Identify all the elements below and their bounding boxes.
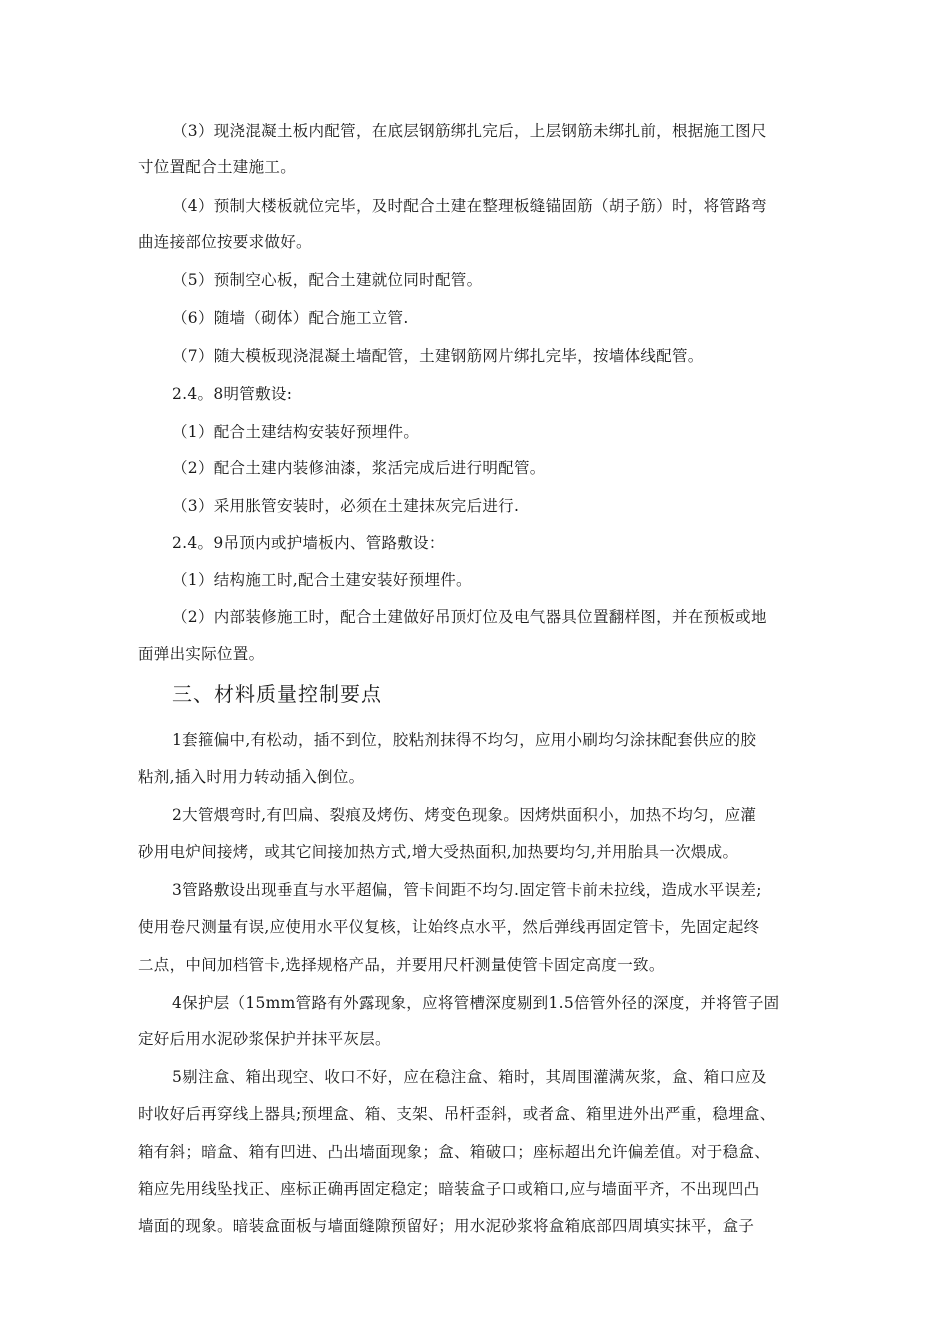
text-line: 曲连接部位按要求做好。 (138, 233, 312, 251)
text-line: （7）随大模板现浇混凝土墙配管，土建钢筋网片绑扎完毕，按墙体线配管。 (172, 347, 704, 365)
text-line: 时收好后再穿线上器具;预埋盒、箱、支架、吊杆歪斜，或者盒、箱里进外出严重，稳埋盒、 (138, 1105, 776, 1123)
text-line: （3）采用胀管安装时，必须在土建抹灰完后进行. (172, 497, 520, 515)
text-line: 砂用电炉间接烤，或其它间接加热方式,增大受热面积,加热要均匀,并用胎具一次煨成。 (138, 843, 739, 861)
text-line: 粘剂,插入时用力转动插入倒位。 (138, 768, 365, 786)
text-line: （2）内部装修施工时，配合土建做好吊顶灯位及电气器具位置翻样图，并在预板或地 (172, 608, 767, 626)
text-line: （6）随墙（砌体）配合施工立管. (172, 309, 409, 327)
text-line: 墙面的现象。暗装盒面板与墙面缝隙预留好；用水泥砂浆将盒箱底部四周填实抹平，盒子 (138, 1217, 755, 1235)
text-line: （5）预制空心板，配合土建就位同时配管。 (172, 271, 483, 289)
section-number: 2.4。8明管敷设: (172, 385, 293, 403)
text-line: 1套箍偏中,有松动，插不到位，胶粘剂抹得不均匀，应用小刷均匀涂抹配套供应的胶 (172, 731, 757, 749)
text-line: 箱应先用线坠找正、座标正确再固定稳定；暗装盒子口或箱口,应与墙面平齐，不出现凹凸 (138, 1180, 760, 1198)
text-line: 箱有斜；暗盒、箱有凹进、凸出墙面现象；盒、箱破口；座标超出允许偏差值。对于稳盒、 (138, 1143, 771, 1161)
text-line: 使用卷尺测量有误,应使用水平仪复核，让始终点水平，然后弹线再固定管卡，先固定起终 (138, 918, 760, 936)
text-line: 面弹出实际位置。 (138, 645, 265, 663)
text-line: （3）现浇混凝土板内配管，在底层钢筋绑扎完后，上层钢筋未绑扎前，根据施工图尺 (172, 122, 767, 140)
text-line: 寸位置配合土建施工。 (138, 158, 297, 176)
text-line: 2大管煨弯时,有凹扁、裂痕及烤伤、烤变色现象。因烤烘面积小，加热不均匀，应灌 (172, 806, 757, 824)
text-line: （1）结构施工时,配合土建安装好预埋件。 (172, 571, 472, 589)
section-number: 2.4。9吊顶内或护墙板内、管路敷设： (172, 534, 445, 552)
text-line: （2）配合土建内装修油漆，浆活完成后进行明配管。 (172, 459, 546, 477)
text-line: 4保护层（15mm管路有外露现象，应将管槽深度剔到1.5倍管外径的深度，并将管子固 (172, 994, 780, 1012)
text-line: 5剔注盒、箱出现空、收口不好，应在稳注盒、箱时，其周围灌满灰浆，盒、箱口应及 (172, 1068, 767, 1086)
text-line: 二点，中间加档管卡,选择规格产品，并要用尺杆测量使管卡固定高度一致。 (138, 956, 665, 974)
text-line: 定好后用水泥砂浆保护并抹平灰层。 (138, 1030, 391, 1048)
section-heading: 三、材料质量控制要点 (172, 682, 382, 706)
text-line: （1）配合土建结构安装好预埋件。 (172, 423, 420, 441)
text-line: 3管路敷设出现垂直与水平超偏，管卡间距不均匀.固定管卡前未拉线，造成水平误差; (172, 881, 762, 899)
text-line: （4）预制大楼板就位完毕，及时配合土建在整理板缝锚固筋（胡子筋）时，将管路弯 (172, 197, 767, 215)
